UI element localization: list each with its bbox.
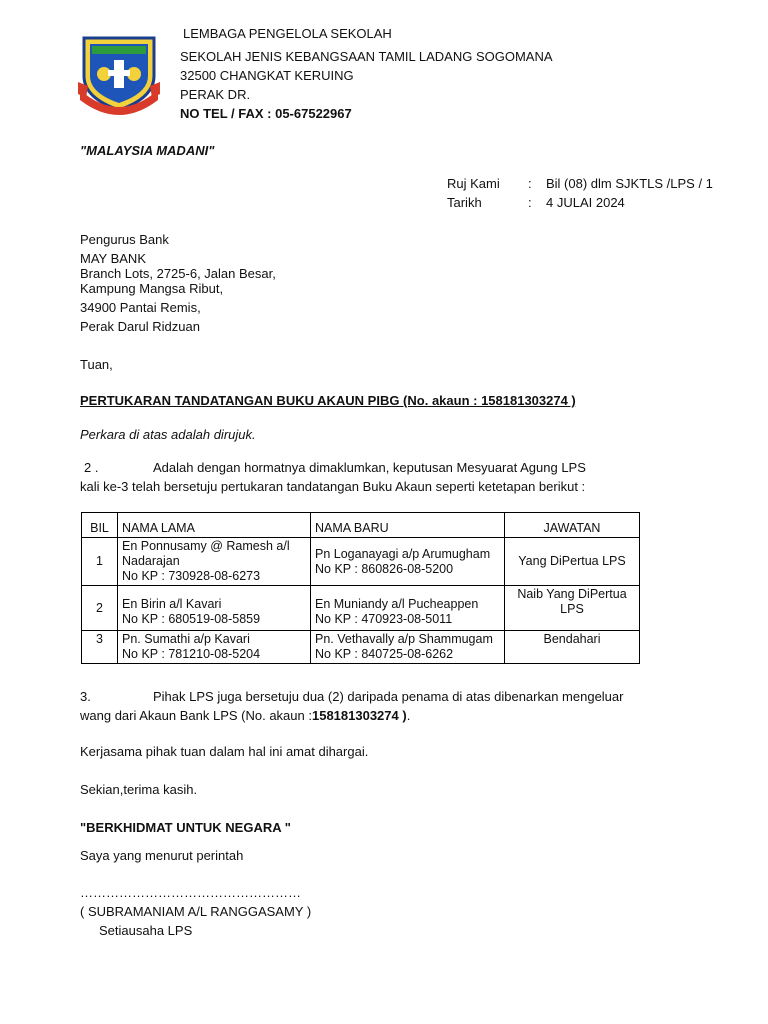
recipient-line-1: Pengurus Bank bbox=[80, 232, 169, 247]
table-row bbox=[82, 538, 640, 586]
para2-line-1: Adalah dengan hormatnya dimaklumkan, keputusan Mesyuarat Agung LPS bbox=[153, 460, 586, 475]
new-name: En Muniandy a/l Pucheappen bbox=[315, 597, 479, 611]
old-name: Pn. Sumathi a/p Kavari bbox=[122, 632, 250, 646]
cooperation-line: Kerjasama pihak tuan dalam hal ini amat dihargai. bbox=[80, 744, 369, 759]
cell-bil: 2 bbox=[82, 586, 118, 631]
cell-new bbox=[311, 631, 505, 664]
account-number: 158181303274 ) bbox=[311, 708, 407, 723]
cell-position: Naib Yang DiPertua LPS bbox=[505, 586, 640, 631]
new-kp: No KP : 840725-08-6262 bbox=[315, 647, 454, 661]
old-kp: No KP : 781210-08-5204 bbox=[122, 647, 261, 661]
header-tel: NO TEL / FAX : 05-67522967 bbox=[180, 106, 352, 121]
old-kp: No KP : 680519-08-5859 bbox=[122, 612, 261, 626]
recipient-line-5: 34900 Pantai Remis, bbox=[80, 300, 201, 315]
para2-number: 2 . bbox=[84, 460, 99, 475]
para3-line-2-text: wang dari Akaun Bank LPS (No. akaun : bbox=[80, 708, 312, 723]
cell-old bbox=[118, 586, 311, 631]
old-name: En Birin a/l Kavari bbox=[122, 597, 222, 611]
reference-line: Perkara di atas adalah dirujuk. bbox=[80, 427, 256, 442]
new-kp: No KP : 470923-08-5011 bbox=[315, 612, 453, 626]
para3-line-2 bbox=[80, 708, 410, 723]
signatory-title: Setiausaha LPS bbox=[99, 923, 193, 938]
salutation: Tuan, bbox=[80, 357, 113, 372]
old-kp: No KP : 730928-08-6273 bbox=[122, 569, 261, 583]
ref-label-date: Tarikh bbox=[447, 195, 482, 210]
new-name: Pn. Vethavally a/p Shammugam bbox=[315, 632, 493, 646]
old-name: En Ponnusamy @ Ramesh a/l Nadarajan bbox=[122, 539, 290, 568]
header-org: LEMBAGA PENGELOLA SEKOLAH bbox=[183, 26, 392, 41]
header-position: JAWATAN bbox=[505, 513, 640, 538]
header-old-name: NAMA LAMA bbox=[118, 513, 311, 538]
cell-position: Yang DiPertua LPS bbox=[505, 538, 640, 586]
ref-colon-2: : bbox=[528, 195, 532, 210]
ref-value-ruj: Bil (08) dlm SJKTLS /LPS / 1 bbox=[546, 176, 713, 191]
signatory-table bbox=[81, 512, 640, 664]
cell-position: Bendahari bbox=[505, 631, 640, 664]
subject: PERTUKARAN TANDATANGAN BUKU AKAUN PIBG (No. akaun : 158181303274 ) bbox=[80, 393, 576, 408]
para2-line-2: kali ke-3 telah bersetuju pertukaran tandatangan Buku Akaun seperti ketetapan berikut : bbox=[80, 479, 586, 494]
recipient-line-4: Kampung Mangsa Ribut, bbox=[80, 281, 224, 296]
signature-dots: …………………………………………… bbox=[80, 885, 301, 900]
cell-old bbox=[118, 538, 311, 586]
recipient-line-6: Perak Darul Ridzuan bbox=[80, 319, 200, 334]
new-name: Pn Loganayagi a/p Arumugham bbox=[315, 547, 491, 561]
slogan: "BERKHIDMAT UNTUK NEGARA " bbox=[80, 820, 291, 835]
ref-colon-1: : bbox=[528, 176, 532, 191]
new-kp: No KP : 860826-08-5200 bbox=[315, 562, 454, 576]
header-address-2: PERAK DR. bbox=[180, 87, 251, 102]
recipient-line-2: MAY BANK bbox=[80, 251, 146, 266]
motto: "MALAYSIA MADANI" bbox=[80, 143, 215, 158]
closing-line: Sekian,terima kasih. bbox=[80, 782, 198, 797]
ref-value-date: 4 JULAI 2024 bbox=[546, 195, 625, 210]
header-bil: BIL bbox=[82, 513, 118, 538]
cell-old bbox=[118, 631, 311, 664]
signatory-name: ( SUBRAMANIAM A/L RANGGASAMY ) bbox=[80, 904, 312, 919]
cell-bil: 1 bbox=[82, 538, 118, 586]
para3-number: 3. bbox=[80, 689, 91, 704]
header-address-1: 32500 CHANGKAT KERUING bbox=[180, 68, 354, 83]
table-row bbox=[82, 631, 640, 664]
cell-new bbox=[311, 538, 505, 586]
para3-line-2-end: . bbox=[406, 708, 411, 723]
header-school: SEKOLAH JENIS KEBANGSAAN TAMIL LADANG SOGOMANA bbox=[180, 49, 553, 64]
header-new-name: NAMA BARU bbox=[311, 513, 505, 538]
instruction-line: Saya yang menurut perintah bbox=[80, 848, 244, 863]
recipient-line-3: Branch Lots, 2725-6, Jalan Besar, bbox=[80, 266, 276, 281]
ref-label-ruj: Ruj Kami bbox=[447, 176, 500, 191]
table-row bbox=[82, 586, 640, 631]
school-crest-icon bbox=[78, 32, 160, 118]
cell-new bbox=[311, 586, 505, 631]
table-header-row bbox=[82, 513, 640, 538]
cell-bil: 3 bbox=[82, 631, 118, 664]
para3-line-1: Pihak LPS juga bersetuju dua (2) daripada penama di atas dibenarkan mengeluar bbox=[153, 689, 624, 704]
